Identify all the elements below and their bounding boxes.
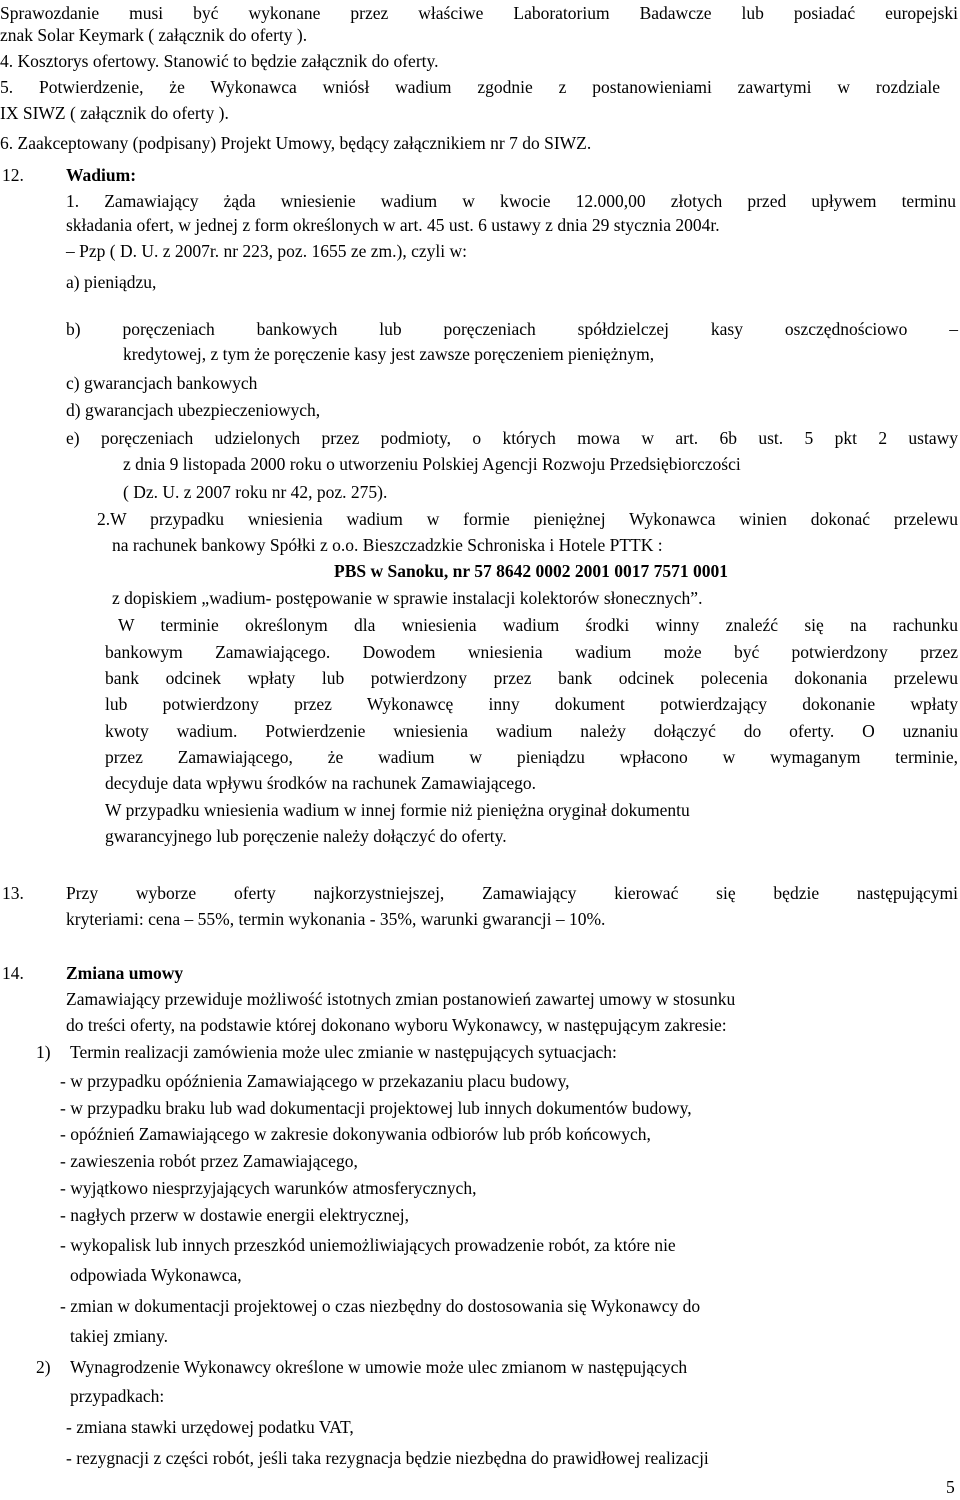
text-line: 5. Potwierdzenie, że Wykonawca wniósł wadium zgodnie z postanowieniami zawartymi w rozdziale [0,77,940,97]
list-number: 2) [36,1357,51,1377]
list-number: 1) [36,1042,51,1062]
section-number: 14. [2,963,24,983]
list-item: - wyjątkowo niesprzyjających warunków atmosferycznych, [60,1178,477,1198]
section-number: 12. [2,165,24,185]
list-item: z dnia 9 listopada 2000 roku o utworzeniu Polskiej Agencji Rozwoju Przedsiębiorczości [123,454,741,474]
text-line: znak Solar Keymark ( załącznik do oferty ). [0,25,308,45]
section-number: 13. [2,883,24,903]
list-item: d) gwarancjach ubezpieczeniowych, [66,400,321,420]
text-line: Przy wyborze oferty najkorzystniejszej, Zamawiający kierować się będzie następującymi [66,883,958,903]
list-item: - w przypadku opóźnienia Zamawiającego w przekazaniu placu budowy, [60,1071,570,1091]
page-number: 5 [946,1477,955,1497]
text-line: gwarancyjnego lub poręczenie należy dołączyć do oferty. [105,826,507,846]
list-item: e) poręczeniach udzielonych przez podmioty, o których mowa w art. 6b ust. 5 pkt 2 ustawy [66,428,958,448]
bank-account: PBS w Sanoku, nr 57 8642 0002 2001 0017 7571 0001 [334,561,728,581]
list-item: a) pieniądzu, [66,272,157,292]
text-line: kwoty wadium. Potwierdzenie wniesienia wadium należy dołączyć do oferty. O uznaniu [105,721,958,741]
list-item: b) poręczeniach bankowych lub poręczeniach spółdzielczej kasy oszczędnościowo – [66,319,958,339]
section-title: Zmiana umowy [66,963,184,983]
text-line: kryteriami: cena – 55%, termin wykonania - 35%, warunki gwarancji – 10%. [66,909,606,929]
text-line: decyduje data wpływu środków na rachunek Zamawiającego. [105,773,537,793]
list-item: c) gwarancjach bankowych [66,373,258,393]
text-line: Zamawiający przewiduje możliwość istotnych zmian postanowień zawartej umowy w stosunku [66,989,736,1009]
text-line: bank odcinek wpłaty lub potwierdzony przez bank odcinek polecenia dokonania przelewu [105,668,958,688]
text-line: W terminie określonym dla wniesienia wadium środki winny znaleźć się na rachunku [118,615,958,635]
list-item: odpowiada Wykonawca, [70,1265,242,1285]
section-title: Wadium: [66,165,137,185]
list-item: - nagłych przerw w dostawie energii elektrycznej, [60,1205,410,1225]
text-line: 2.W przypadku wniesienia wadium w formie pieniężnej Wykonawca winien dokonać przelewu [97,509,958,529]
list-item: takiej zmiany. [70,1326,168,1346]
text-line: do treści oferty, na podstawie której dokonano wyboru Wykonawcy, w następującym zakresie: [66,1015,727,1035]
list-item: kredytowej, z tym że poręczenie kasy jest zawsze poręczeniem pieniężnym, [123,344,655,364]
text-line: 6. Zaakceptowany (podpisany) Projekt Umowy, będący załącznikiem nr 7 do SIWZ. [0,133,592,153]
text-line: przez Zamawiającego, że wadium w pieniądzu wpłacono w wymaganym terminie, [105,747,958,767]
list-item: - zmian w dokumentacji projektowej o czas niezbędny do dostosowania się Wykonawcy do [60,1296,701,1316]
text-line: lub potwierdzony przez Wykonawcę inny dokument potwierdzający dokonanie wpłaty [105,694,958,714]
text-line: z dopiskiem „wadium- postępowanie w sprawie instalacji kolektorów słonecznych”. [112,588,703,608]
list-item: - wykopalisk lub innych przeszkód uniemożliwiających prowadzenie robót, za które nie [60,1235,676,1255]
list-item: Termin realizacji zamówienia może ulec zmianie w następujących sytuacjach: [70,1042,617,1062]
text-line: Sprawozdanie musi być wykonane przez właściwe Laboratorium Badawcze lub posiadać europejski [0,3,958,23]
text-line: 1. Zamawiający żąda wniesienie wadium w kwocie 12.000,00 złotych przed upływem terminu [66,191,956,211]
list-item: przypadkach: [70,1386,165,1406]
text-line: składania ofert, w jednej z form określonych w art. 45 ust. 6 ustawy z dnia 29 stycznia 2004r. [66,215,720,235]
list-item: - zmiana stawki urzędowej podatku VAT, [66,1417,354,1437]
text-line: IX SIWZ ( załącznik do oferty ). [0,103,229,123]
list-item: Wynagrodzenie Wykonawcy określone w umowie może ulec zmianom w następujących [70,1357,688,1377]
text-line: 4. Kosztorys ofertowy. Stanowić to będzie załącznik do oferty. [0,51,439,71]
text-line: W przypadku wniesienia wadium w innej formie niż pieniężna oryginał dokumentu [105,800,690,820]
list-item: - opóźnień Zamawiającego w zakresie dokonywania odbiorów lub prób końcowych, [60,1124,651,1144]
list-item: - w przypadku braku lub wad dokumentacji projektowej lub innych dokumentów budowy, [60,1098,692,1118]
text-line: na rachunek bankowy Spółki z o.o. Bieszczadzkie Schroniska i Hotele PTTK : [112,535,663,555]
list-item: - zawieszenia robót przez Zamawiającego, [60,1151,358,1171]
text-line: – Pzp ( D. U. z 2007r. nr 223, poz. 1655 ze zm.), czyli w: [66,241,467,261]
list-item: - rezygnacji z części robót, jeśli taka rezygnacja będzie niezbędna do prawidłowej realizacji [66,1448,709,1468]
text-line: bankowym Zamawiającego. Dowodem wniesienia wadium może być potwierdzony przez [105,642,958,662]
list-item: ( Dz. U. z 2007 roku nr 42, poz. 275). [123,482,388,502]
